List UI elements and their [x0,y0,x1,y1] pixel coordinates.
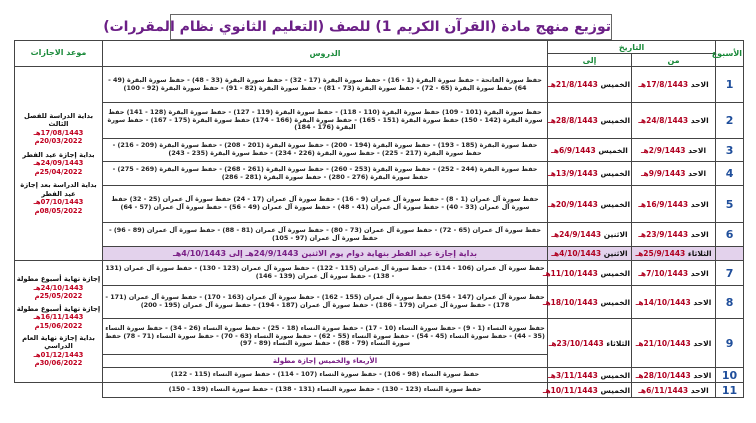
table-row [15,368,744,383]
holiday-greg: 30/06/2022م [34,359,83,368]
holiday-title: بداية الدراسة للفصل الثالث [23,111,94,129]
holiday-greg: 25/04/2022م [34,167,83,176]
week-number: 7 [716,261,744,286]
from-date: الاحد 6/11/1443هـ [632,383,716,398]
from-date: الاحد 9/9/1443هـ [632,162,716,186]
lessons-cell: حفظ سورة النساء (123 - 130) - حفظ سورة النساء (131 - 138) - حفظ سورة النساء (139 - 150) [103,383,548,398]
holiday-greg: 15/06/2022م [34,321,83,330]
holiday-hijri: 07/10/1443هـ [33,198,84,207]
lessons-cell: حفظ سورة آل عمران (106 - 114) - حفظ سورة آل عمران (115 - 122) - حفظ سورة آل عمران (123 - 130) - حفظ سورة آل عمران (131 - 138) - حفظ سورة آل عمران (139 - 146) [103,261,548,286]
table-row [15,186,744,223]
week-number: 9 [716,319,744,368]
holiday-title: إجازة نهاية أسبوع مطولة [16,275,101,284]
holiday-title: بداية إجازة عيد الفطر [22,150,95,159]
week-number: 1 [716,67,744,103]
to-date: الخميس 13/9/1443هـ [548,162,632,186]
table-row [15,286,744,319]
week-number: 2 [716,103,744,139]
holiday-hijri: 01/12/1443هـ [33,350,84,359]
from-date: الاحد 23/9/1443هـ [632,223,716,247]
eid-holiday-text: بداية إجازة عيد الفطر بنهاية دوام يوم الاثنين 24/9/1443هـ إلى 4/10/1443هـ [103,247,548,261]
lessons-header: الدروس [103,41,548,67]
lessons-cell: حفظ سورة النساء (1 - 9) - حفظ سورة النساء (10 - 17) - حفظ سورة النساء (18 - 25) - حفظ سورة النساء (26 - 34) - حفظ سورة النساء (35 - 44) - حفظ سورة النساء (45 - 54) - حفظ سورة النساء (55 - 62) - حفظ سورة النساء (63 - 70) - حفظ سورة النساء (71 - 78) حفظ سورة النساء (79 - 88) - حفظ سورة النساء (89 - 97) [103,319,548,355]
table-row [15,67,744,103]
to-date: الخميس 3/11/1443هـ [548,368,632,383]
lessons-cell: حفظ سورة البقرة (185 - 193) - حفظ سورة البقرة (194 - 200) - حفظ سورة البقرة (201 - 208) - حفظ سورة البقرة (209 - 216) - حفظ سورة البقرة (217 - 225) - حفظ سورة البقرة (226 - 234) - حفظ سورة البقرة (235 - 243) [103,139,548,162]
date-header: التاريخ [548,41,716,54]
lessons-cell: حفظ سورة النساء (98 - 106) - حفظ سورة النساء (107 - 114) - حفظ سورة النساء (115 - 122) [103,368,548,383]
week-number: 6 [716,223,744,247]
week-number: 5 [716,186,744,223]
table-row [15,261,744,286]
holiday-hijri: 17/08/1443هـ [33,128,84,137]
to-date: الثلاثاء 23/10/1443هـ [548,319,632,368]
to-date: الخميس 11/10/1443هـ [548,261,632,286]
holiday-greg: 08/05/2022م [34,206,83,215]
week-number: 8 [716,286,744,319]
holidays-block-1 [15,67,103,261]
lessons-cell: حفظ سورة آل عمران (1 - 8) - حفظ سورة آل عمران (9 - 16) - حفظ سورة آل عمران (17 - 24) حفظ سورة آل عمران (25 - 32) حفظ سورة آل عمران (33 - 40) - حفظ سورة آل عمران (41 - 48) - حفظ سورة آل عمران (49 - 56) - حفظ سورة آل عمران (57 - 64) [103,186,548,223]
to-date: الخميس 18/10/1443هـ [548,286,632,319]
holiday-hijri: 24/09/1443هـ [33,159,84,168]
from-date: الاحد 28/10/1443هـ [632,368,716,383]
to-date: الخميس 28/8/1443هـ [548,103,632,139]
to-date: الخميس 20/9/1443هـ [548,186,632,223]
lessons-cell: حفظ سورة البقرة (244 - 252) - حفظ سورة البقرة (253 - 260) - حفظ سورة البقرة (261 - 268) - حفظ سورة البقرة (269 - 275) - حفظ سورة البقرة (276 - 280) - حفظ سورة البقرة (281 - 286) [103,162,548,186]
holiday-greg: 20/03/2022م [34,137,83,146]
schedule-table [14,40,744,398]
from-date: الاحد 2/9/1443هـ [632,139,716,162]
table-row [15,162,744,186]
from-date: الاحد 17/8/1443هـ [632,67,716,103]
from-date: الاحد 7/10/1443هـ [632,261,716,286]
table-row [15,383,744,398]
lessons-cell: حفظ سورة الفاتحة - حفظ سورة البقرة (1 - 16) - حفظ سورة البقرة (17 - 32) - حفظ سورة البقرة (33 - 48) - حفظ سورة البقرة (49 - 64) حفظ سورة البقرة (65 - 72) - حفظ سورة البقرة (73 - 81) - حفظ سورة البقرة (82 - 91) - حفظ سورة البقرة (92 - 100) [103,67,548,103]
table-row [15,319,744,355]
eid-to-date: الاثنين 4/10/1443هـ [548,247,632,261]
from-header: من [632,54,716,67]
to-date: الخميس 21/8/1443هـ [548,67,632,103]
holidays-header: موعد الاجازات [15,41,103,67]
holiday-hijri: 16/11/1443هـ [33,313,84,322]
eid-from-date: الثلاثاء 25/9/1443هـ [632,247,716,261]
holiday-hijri: 24/10/1443هـ [33,283,84,292]
to-date: الخميس 6/9/1443هـ [548,139,632,162]
from-date: الاحد 16/9/1443هـ [632,186,716,223]
holiday-title: بداية الدراسة بعد إجازة عيد الفطر [20,181,97,198]
holiday-greg: 25/05/2022م [34,292,83,301]
week-number: 11 [716,383,744,398]
table-row [15,139,744,162]
document-title: توزيع منهج مادة (القرآن الكريم 1) للصف (التعليم الثانوي نظام المقررات) [170,14,612,40]
midweek-holiday-text: الأربعاء والخميس إجازة مطولة [103,355,548,368]
week-number: 4 [716,162,744,186]
to-header: إلى [548,54,632,67]
holiday-title: بداية إجازة نهاية العام الدراسي [22,333,95,351]
to-date: الاثنين 24/9/1443هـ [548,223,632,247]
holidays-block-2 [15,261,103,383]
eid-holiday-row [15,247,744,261]
week-number: 3 [716,139,744,162]
week-number: 10 [716,368,744,383]
week-header: الأسبوع [716,41,744,67]
from-date: الاحد 24/8/1443هـ [632,103,716,139]
table-row [15,223,744,247]
lessons-cell: حفظ سورة آل عمران (65 - 72) - حفظ سورة آل عمران (73 - 80) - حفظ سورة آل عمران (81 - 88) - حفظ سورة آل عمران (89 - 96) - حفظ سورة آل عمران (97 - 105) [103,223,548,247]
from-date: الاحد 21/10/1443هـ [632,319,716,368]
lessons-cell: حفظ سورة البقرة (101 - 109) حفظ سورة البقرة (110 - 118) - حفظ سورة البقرة (119 - 127) - حفظ سورة البقرة (128 - 141) حفظ سورة البقرة (142 - 150) حفظ سورة البقرة (151 - 165) - حفظ سورة البقرة (166 - 174) حفظ سورة البقرة (175 - 167) - حفظ سورة البقرة (176 - 184) [103,103,548,139]
to-date: الخميس 10/11/1443هـ [548,383,632,398]
from-date: الاحد 14/10/1443هـ [632,286,716,319]
table-row [15,103,744,139]
holiday-title: إجازة نهاية أسبوع مطولة [16,304,101,313]
lessons-cell: حفظ سورة آل عمران (147 - 154) حفظ سورة آل عمران (155 - 162) - حفظ سورة آل عمران (163 - 170) - حفظ سورة آل عمران (171 - 178) - حفظ سورة آل عمران (179 - 186) - حفظ سورة آل عمران (187 - 194) - حفظ سورة آل عمران (195 - 200) [103,286,548,319]
